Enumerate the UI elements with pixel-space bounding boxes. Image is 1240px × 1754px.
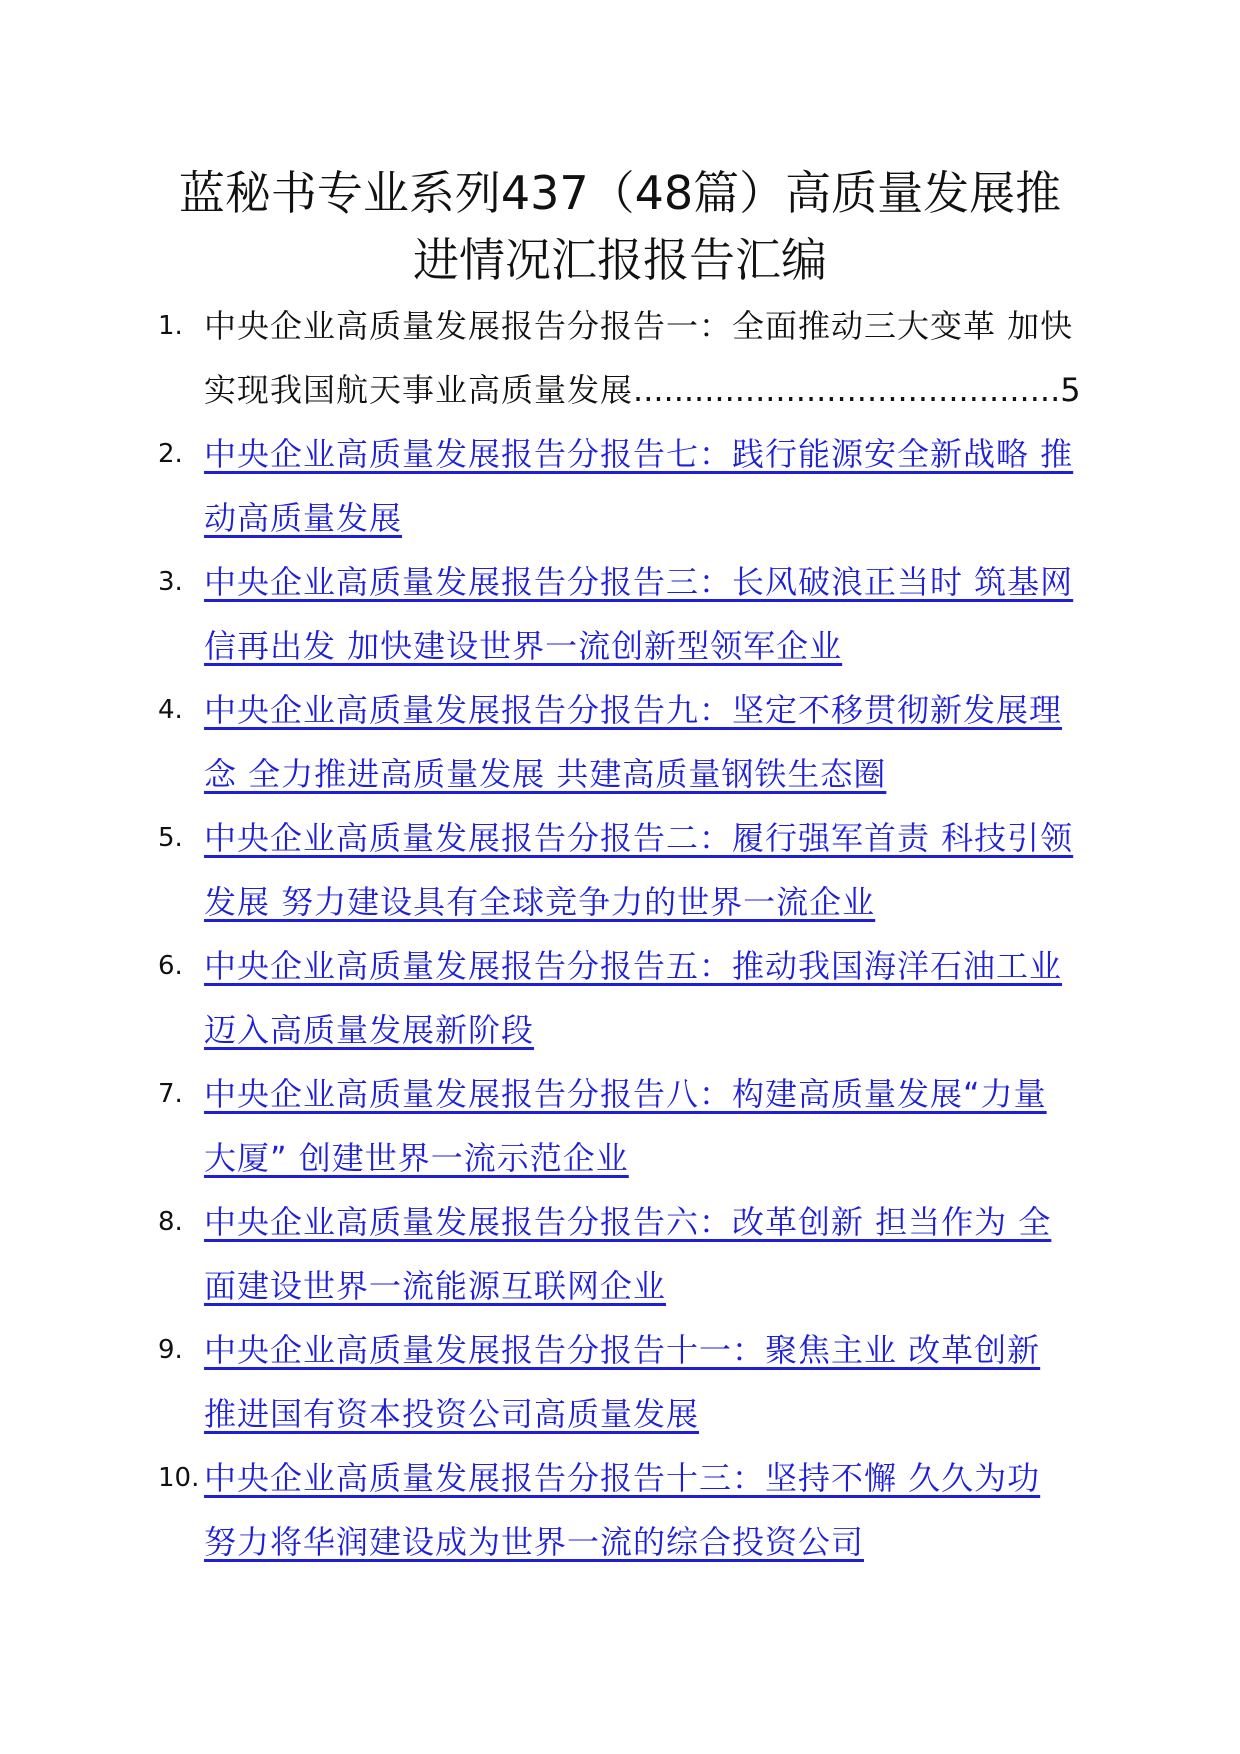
toc-entry-line-2[interactable]: 面建设世界一流能源互联网企业	[204, 1267, 667, 1305]
toc-entry-line-2[interactable]: 发展 努力建设具有全球竞争力的世界一流企业	[204, 883, 876, 921]
toc-entry-line-1[interactable]: 中央企业高质量发展报告分报告六：改革创新 担当作为 全	[204, 1203, 1052, 1241]
toc-entry-line-2[interactable]: 努力将华润建设成为世界一流的综合投资公司	[204, 1523, 865, 1561]
toc-entry[interactable]	[0, 1446, 1240, 1574]
toc-entry-number: 8.	[158, 1207, 183, 1237]
toc-entry-link[interactable]	[204, 806, 1094, 934]
toc-entry-line-2[interactable]: 迈入高质量发展新阶段	[204, 1011, 535, 1049]
toc-entry-number: 1.	[158, 311, 183, 341]
table-of-contents	[0, 294, 1240, 1574]
toc-entry-line-1[interactable]: 中央企业高质量发展报告分报告八：构建高质量发展“力量	[204, 1075, 1047, 1113]
toc-entry	[0, 294, 1240, 422]
toc-entry[interactable]	[0, 422, 1240, 550]
toc-entry[interactable]	[0, 934, 1240, 1062]
toc-entry-line-2: 实现我国航天事业高质量发展	[204, 371, 634, 409]
toc-entry-line-1[interactable]: 中央企业高质量发展报告分报告三：长风破浪正当时 筑基网	[204, 563, 1074, 601]
toc-entry-line-2[interactable]: 念 全力推进高质量发展 共建高质量钢铁生态圈	[204, 755, 887, 793]
toc-entry-link[interactable]	[204, 934, 1094, 1062]
toc-entry-text	[204, 294, 1094, 422]
toc-entry-line-2[interactable]: 大厦” 创建世界一流示范企业	[204, 1139, 629, 1177]
toc-entry-link[interactable]	[204, 678, 1094, 806]
toc-entry-number: 4.	[158, 695, 183, 725]
title-line-1: 蓝秘书专业系列437（48篇）高质量发展推	[178, 166, 1062, 220]
toc-entry-line-2[interactable]: 推进国有资本投资公司高质量发展	[204, 1395, 700, 1433]
toc-entry-number: 3.	[158, 567, 183, 597]
toc-entry-line-1[interactable]: 中央企业高质量发展报告分报告九：坚定不移贯彻新发展理	[204, 691, 1063, 729]
toc-entry-line-1: 中央企业高质量发展报告分报告一：全面推动三大变革 加快	[204, 307, 1074, 345]
toc-entry-link[interactable]	[204, 1062, 1094, 1190]
toc-entry-number: 2.	[158, 439, 183, 469]
toc-leader-dots: ..........................................	[633, 371, 1061, 409]
toc-entry-link[interactable]	[204, 1318, 1094, 1446]
toc-entry-line-2[interactable]: 信再出发 加快建设世界一流创新型领军企业	[204, 627, 843, 665]
toc-entry-line-1[interactable]: 中央企业高质量发展报告分报告二：履行强军首责 科技引领	[204, 819, 1074, 857]
toc-entry-line-2[interactable]: 动高质量发展	[204, 499, 403, 537]
toc-page-number: 5	[1060, 371, 1082, 409]
toc-entry-number: 6.	[158, 951, 183, 981]
toc-entry[interactable]	[0, 550, 1240, 678]
toc-entry[interactable]	[0, 1062, 1240, 1190]
toc-entry[interactable]	[0, 806, 1240, 934]
toc-entry[interactable]	[0, 678, 1240, 806]
toc-entry-line-1[interactable]: 中央企业高质量发展报告分报告五：推动我国海洋石油工业	[204, 947, 1063, 985]
toc-entry-number: 9.	[158, 1335, 183, 1365]
toc-entry-line-1[interactable]: 中央企业高质量发展报告分报告七：践行能源安全新战略 推	[204, 435, 1074, 473]
toc-entry-line-1[interactable]: 中央企业高质量发展报告分报告十一：聚焦主业 改革创新	[204, 1331, 1041, 1369]
toc-entry-number: 10.	[158, 1463, 200, 1493]
toc-entry[interactable]	[0, 1318, 1240, 1446]
toc-entry-link[interactable]	[204, 550, 1094, 678]
toc-entry-number: 5.	[158, 823, 183, 853]
toc-entry-link[interactable]	[204, 422, 1094, 550]
toc-entry-number: 7.	[158, 1079, 183, 1109]
toc-entry-link[interactable]	[204, 1446, 1094, 1574]
document-title	[150, 160, 1090, 294]
toc-entry-link[interactable]	[204, 1190, 1094, 1318]
toc-entry-line-1[interactable]: 中央企业高质量发展报告分报告十三：坚持不懈 久久为功	[204, 1459, 1041, 1497]
toc-entry[interactable]	[0, 1190, 1240, 1318]
title-line-2: 进情况汇报报告汇编	[413, 233, 827, 287]
